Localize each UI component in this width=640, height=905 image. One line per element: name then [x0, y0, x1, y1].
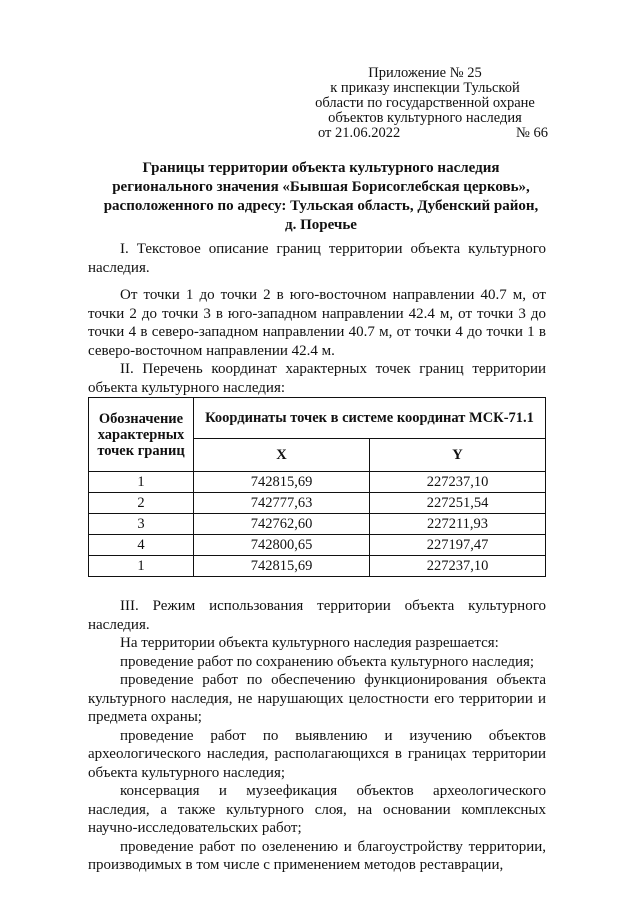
permitted-activity: проведение работ по обеспечению функционирования объекта культурного наследия, не нарушающих целостности его территории и предмета охраны; — [88, 672, 546, 725]
title-line: д. Поречье — [285, 217, 357, 233]
y-coordinate: 227237,10 — [370, 556, 546, 577]
point-number: 4 — [89, 535, 194, 556]
title-line: Границы территории объекта культурного наследия — [142, 160, 500, 176]
section-3-intro: На территории объекта культурного наследия разрешается: — [120, 635, 499, 651]
section-1-heading: I. Текстовое описание границ территории объекта культурного наследия. — [88, 241, 546, 276]
y-coordinate: 227197,47 — [370, 535, 546, 556]
document-title — [86, 159, 556, 235]
title-line: регионального значения «Бывшая Борисоглебская церковь», — [112, 179, 530, 195]
order-date-number — [318, 126, 548, 141]
coordinates-header: Координаты точек в системе координат МСК-71.1 — [194, 398, 546, 439]
order-date: от 21.06.2022 — [318, 125, 401, 141]
section-1-text: От точки 1 до точки 2 в юго-восточном направлении 40.7 м, от точки 2 до точки 3 в юго-западном направлении 42.4 м, от точки 3 до точки 4 в северо-западном направлении 40.7 м, от точки 4 до точки 1 в северо-восточном направлении 42.4 м. — [88, 287, 546, 359]
order-reference-line: к приказу инспекции Тульской — [330, 80, 520, 96]
table-row — [89, 556, 546, 577]
permitted-activity: проведение работ по выявлению и изучению объектов археологического наследия, располагающихся в границах территории объекта культурного наследия; — [88, 727, 546, 781]
y-coordinate: 227211,93 — [370, 514, 546, 535]
table-row — [89, 493, 546, 514]
x-coordinate: 742777,63 — [194, 493, 370, 514]
y-column-header: Y — [370, 439, 546, 472]
table-row — [89, 472, 546, 493]
order-reference-line: области по государственной охране — [315, 95, 535, 111]
appendix-number: Приложение № 25 — [368, 65, 482, 81]
document-body — [88, 240, 546, 875]
point-number: 1 — [89, 556, 194, 577]
x-coordinate: 742800,65 — [194, 535, 370, 556]
appendix-header — [300, 66, 550, 126]
section-2-heading: II. Перечень координат характерных точек границ территории объекта культурного наследия: — [88, 361, 546, 396]
order-number: № 66 — [516, 125, 548, 141]
title-line: расположенного по адресу: Тульская область, Дубенский район, — [103, 198, 539, 214]
x-coordinate: 742815,69 — [194, 472, 370, 493]
table-row — [89, 514, 546, 535]
point-number: 1 — [89, 472, 194, 493]
coordinates-table — [88, 397, 546, 577]
y-coordinate: 227251,54 — [370, 493, 546, 514]
permitted-activity: проведение работ по сохранению объекта культурного наследия; — [120, 653, 535, 670]
y-coordinate: 227237,10 — [370, 472, 546, 493]
section-3-heading: III. Режим использования территории объекта культурного наследия. — [88, 598, 546, 633]
point-designation-header: Обозначение характерных точек границ — [89, 398, 194, 472]
x-coordinate: 742815,69 — [194, 556, 370, 577]
order-reference-line: объектов культурного наследия — [328, 110, 522, 126]
point-number: 3 — [89, 514, 194, 535]
table-row — [89, 535, 546, 556]
x-coordinate: 742762,60 — [194, 514, 370, 535]
x-column-header: X — [194, 439, 370, 472]
permitted-activity: проведение работ по озеленению и благоустройству территории, производимых в том числе с применением методов реставрации, — [88, 838, 546, 873]
permitted-activity: консервация и музеефикация объектов археологического наследия, а также культурного слоя, на основании комплексных научно-исследовательских работ; — [88, 783, 546, 836]
point-number: 2 — [89, 493, 194, 514]
